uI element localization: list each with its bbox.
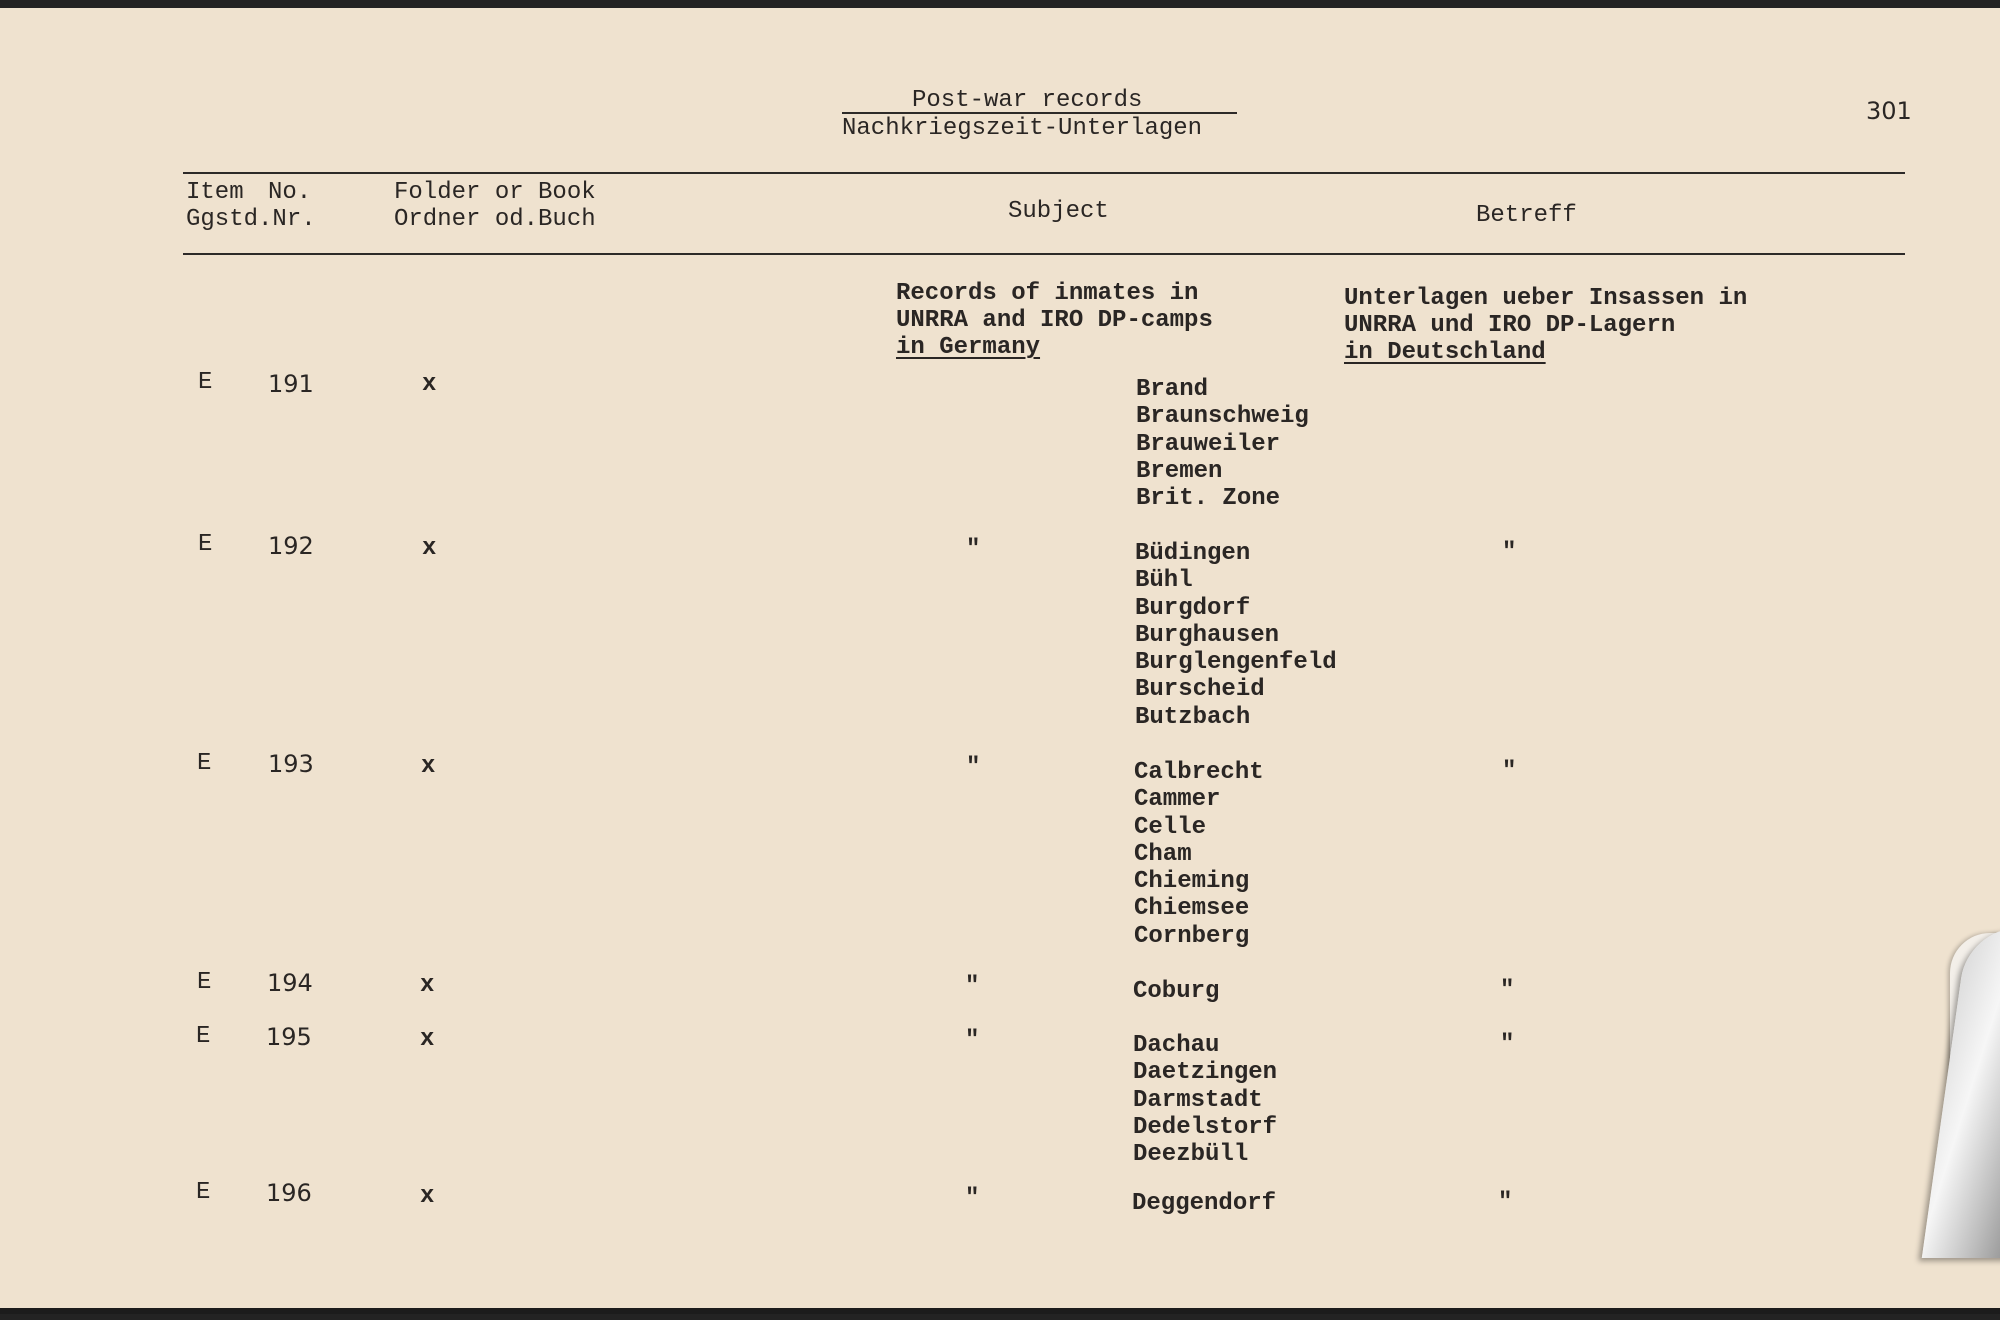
betreff-line-2: UNRRA und IRO DP-Lagern [1344,312,1676,339]
col-no-en: No. [268,179,312,206]
row-192-mark: x [422,535,437,562]
row-195-ditto-subject: " [965,1027,980,1054]
col-subject: Subject [1008,198,1109,225]
row-195-number: 195 [266,1023,312,1051]
col-folder-en: Folder or Book [394,179,596,206]
col-item-de: Ggstd.Nr. [186,206,316,233]
row-195-ditto-betreff: " [1500,1031,1515,1058]
row-193-ditto-subject: " [966,754,981,781]
page-number: 301 [1866,97,1912,125]
betreff-line-3: in Deutschland [1344,339,1546,366]
row-193-ditto-betreff: " [1502,758,1517,785]
col-folder-de: Ordner od.Buch [394,206,596,233]
row-195-mark: x [420,1026,435,1053]
row-191-places: Brand Braunschweig Brauweiler Bremen Brit. Zone [1136,376,1309,513]
header-top-rule [183,172,1905,174]
row-195-places: Dachau Daetzingen Darmstadt Dedelstorf Deezbüll [1133,1032,1278,1169]
col-betreff: Betreff [1476,202,1577,229]
row-192-ditto-subject: " [966,536,981,563]
row-194-mark: x [420,972,435,999]
row-196-letter: E [196,1179,211,1206]
row-195-letter: E [196,1023,211,1050]
row-193-letter: E [197,750,212,777]
subject-line-2: UNRRA and IRO DP-camps [896,307,1213,334]
row-193-number: 193 [268,750,314,778]
title-underline [842,112,1237,114]
row-193-places: Calbrecht Cammer Celle Cham Chieming Chiemsee Cornberg [1134,759,1264,950]
header-bottom-rule [183,253,1905,255]
col-item-en: Item [186,179,244,206]
document-page [0,8,2000,1314]
betreff-line-1: Unterlagen ueber Insassen in [1344,285,1748,312]
row-193-mark: x [421,753,436,780]
row-194-ditto-subject: " [965,973,980,1000]
paper-clip [1922,928,2000,1258]
row-196-number: 196 [266,1179,312,1207]
row-194-letter: E [197,969,212,996]
row-192-number: 192 [268,532,314,560]
row-194-places: Coburg [1133,978,1220,1005]
row-194-ditto-betreff: " [1500,977,1515,1004]
row-196-ditto-subject: " [965,1185,980,1212]
row-191-number: 191 [268,370,314,398]
title-de: Nachkriegszeit-Unterlagen [842,115,1203,142]
row-192-ditto-betreff: " [1502,539,1517,566]
row-192-places: Büdingen Bühl Burgdorf Burghausen Burglengenfeld Burscheid Butzbach [1135,540,1337,731]
row-191-mark: x [422,371,437,398]
title-en: Post-war records [912,87,1143,114]
row-191-letter: E [198,369,213,396]
row-196-mark: x [420,1183,435,1210]
row-196-places: Deggendorf [1132,1190,1277,1217]
subject-line-1: Records of inmates in [896,280,1199,307]
row-196-ditto-betreff: " [1498,1189,1513,1216]
subject-line-3: in Germany [896,334,1041,361]
row-194-number: 194 [267,969,313,997]
row-192-letter: E [198,531,213,558]
